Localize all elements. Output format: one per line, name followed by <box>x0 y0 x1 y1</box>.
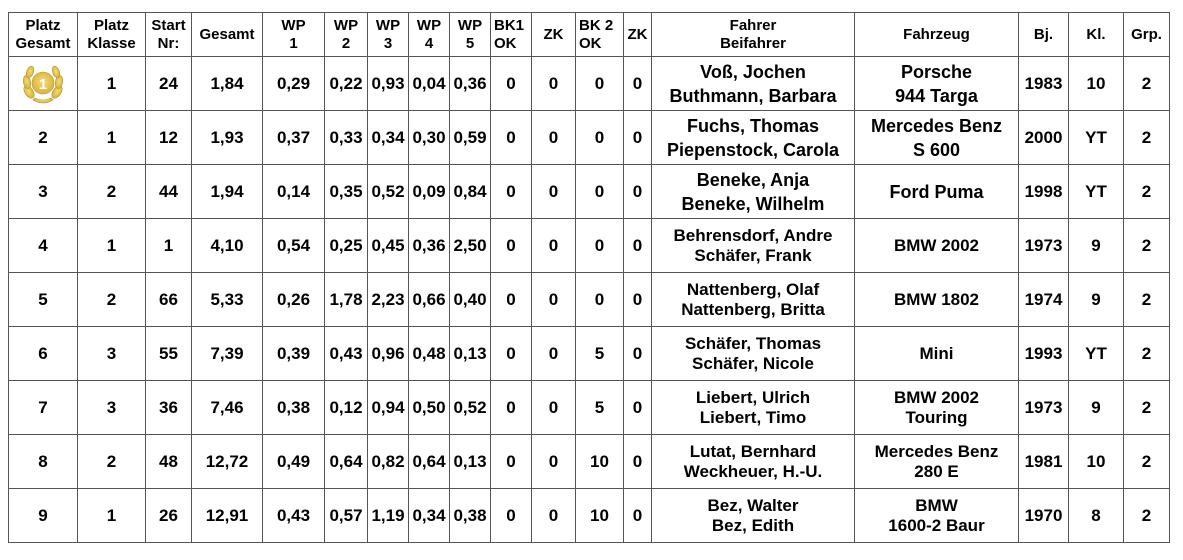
gesamt-cell: 4,10 <box>192 219 263 273</box>
platz-klasse-cell: 1 <box>78 219 146 273</box>
beifahrer-name: Nattenberg, Britta <box>681 299 825 319</box>
bj-cell: 1983 <box>1019 57 1069 111</box>
start-nr-cell: 12 <box>146 111 192 165</box>
fahrzeug-line-2: 944 Targa <box>895 85 978 106</box>
zk1-cell: 0 <box>532 111 576 165</box>
beifahrer-name: Liebert, Timo <box>699 407 807 427</box>
fahrzeug-line-2: Touring <box>905 407 968 427</box>
grp-cell: 2 <box>1124 327 1170 381</box>
zk2-cell: 0 <box>624 57 652 111</box>
table-row <box>9 435 1170 489</box>
bj-cell: 1973 <box>1019 219 1069 273</box>
fahrzeug-cell <box>855 489 1019 543</box>
start-nr-cell: 26 <box>146 489 192 543</box>
platz-klasse-cell: 1 <box>78 489 146 543</box>
fahrzeug-line-1: Mercedes Benz <box>870 115 1003 136</box>
wp2-cell: 0,22 <box>325 57 368 111</box>
fahrer-name: Beneke, Anja <box>696 169 810 190</box>
fahrzeug-cell <box>855 273 1019 327</box>
platz-gesamt-cell <box>9 57 78 111</box>
wp4-cell: 0,04 <box>409 57 450 111</box>
header-row <box>9 13 1170 57</box>
fahrer-cell <box>652 327 855 381</box>
table-row <box>9 273 1170 327</box>
zk1-cell: 0 <box>532 165 576 219</box>
table-row <box>9 327 1170 381</box>
beifahrer-name: Schäfer, Nicole <box>692 353 814 373</box>
platz-klasse-cell: 1 <box>78 111 146 165</box>
wp3-cell: 2,23 <box>368 273 409 327</box>
svg-text:1: 1 <box>38 75 48 93</box>
wp5-cell: 0,40 <box>450 273 491 327</box>
platz-gesamt-cell: 6 <box>9 327 78 381</box>
beifahrer-name: Bez, Edith <box>711 515 795 535</box>
wp2-cell: 0,57 <box>325 489 368 543</box>
bk1-cell: 0 <box>491 273 532 327</box>
fahrer-name: Schäfer, Thomas <box>684 333 822 353</box>
platz-klasse-cell: 1 <box>78 57 146 111</box>
gesamt-cell: 5,33 <box>192 273 263 327</box>
beifahrer-name: Weckheuer, H.-U. <box>683 461 823 481</box>
bk2-cell: 10 <box>576 435 624 489</box>
kl-cell: 10 <box>1069 435 1124 489</box>
zk1-cell: 0 <box>532 489 576 543</box>
wp2-cell: 1,78 <box>325 273 368 327</box>
start-nr-cell: 48 <box>146 435 192 489</box>
col-zk1: ZK <box>532 13 576 57</box>
wp3-cell: 0,45 <box>368 219 409 273</box>
bk2-cell: 0 <box>576 111 624 165</box>
fahrzeug-line-1: Ford Puma <box>889 181 984 202</box>
bj-cell: 1973 <box>1019 381 1069 435</box>
beifahrer-name: Schäfer, Frank <box>694 245 812 265</box>
wp1-cell: 0,49 <box>263 435 325 489</box>
fahrer-name: Liebert, Ulrich <box>695 387 811 407</box>
grp-cell: 2 <box>1124 381 1170 435</box>
zk1-cell: 0 <box>532 327 576 381</box>
start-nr-cell: 24 <box>146 57 192 111</box>
fahrzeug-line-1: BMW <box>915 495 958 515</box>
wp3-cell: 0,82 <box>368 435 409 489</box>
col-platz-gesamt: Platz Gesamt <box>9 13 78 57</box>
kl-cell: YT <box>1069 165 1124 219</box>
wp5-cell: 0,13 <box>450 327 491 381</box>
platz-gesamt-cell: 3 <box>9 165 78 219</box>
wp1-cell: 0,43 <box>263 489 325 543</box>
wp2-cell: 0,43 <box>325 327 368 381</box>
bk1-cell: 0 <box>491 435 532 489</box>
zk2-cell: 0 <box>624 111 652 165</box>
bk2-cell: 10 <box>576 489 624 543</box>
beifahrer-name: Piepenstock, Carola <box>666 139 840 160</box>
fahrzeug-cell <box>855 111 1019 165</box>
wp5-cell: 0,13 <box>450 435 491 489</box>
table-row <box>9 111 1170 165</box>
wp5-cell: 0,52 <box>450 381 491 435</box>
beifahrer-name: Beneke, Wilhelm <box>681 193 825 214</box>
fahrer-name: Lutat, Bernhard <box>689 441 817 461</box>
kl-cell: 9 <box>1069 219 1124 273</box>
zk2-cell: 0 <box>624 219 652 273</box>
bj-cell: 1998 <box>1019 165 1069 219</box>
gesamt-cell: 12,72 <box>192 435 263 489</box>
col-bk2: BK 2 OK <box>576 13 624 57</box>
fahrer-cell <box>652 273 855 327</box>
grp-cell: 2 <box>1124 489 1170 543</box>
bj-cell: 1993 <box>1019 327 1069 381</box>
fahrer-cell <box>652 489 855 543</box>
bk1-cell: 0 <box>491 381 532 435</box>
fahrzeug-line-2: S 600 <box>912 139 961 160</box>
start-nr-cell: 36 <box>146 381 192 435</box>
zk1-cell: 0 <box>532 381 576 435</box>
wp4-cell: 0,36 <box>409 219 450 273</box>
wp1-cell: 0,29 <box>263 57 325 111</box>
gesamt-cell: 1,93 <box>192 111 263 165</box>
fahrzeug-line-1: Mini <box>919 343 954 363</box>
fahrzeug-line-1: BMW 1802 <box>893 289 980 309</box>
wp1-cell: 0,26 <box>263 273 325 327</box>
zk2-cell: 0 <box>624 327 652 381</box>
platz-klasse-cell: 3 <box>78 381 146 435</box>
fahrzeug-cell <box>855 435 1019 489</box>
bk1-cell: 0 <box>491 489 532 543</box>
col-bk1: BK1 OK <box>491 13 532 57</box>
fahrer-cell <box>652 57 855 111</box>
fahrer-name: Nattenberg, Olaf <box>686 279 820 299</box>
fahrzeug-line-2: 280 E <box>914 461 959 481</box>
fahrzeug-cell <box>855 327 1019 381</box>
zk2-cell: 0 <box>624 435 652 489</box>
wp5-cell: 0,59 <box>450 111 491 165</box>
wp5-cell: 0,36 <box>450 57 491 111</box>
grp-cell: 2 <box>1124 111 1170 165</box>
fahrer-cell <box>652 435 855 489</box>
start-nr-cell: 55 <box>146 327 192 381</box>
platz-klasse-cell: 2 <box>78 165 146 219</box>
platz-klasse-cell: 3 <box>78 327 146 381</box>
platz-klasse-cell: 2 <box>78 435 146 489</box>
fahrer-name: Fuchs, Thomas <box>686 115 820 136</box>
wp2-cell: 0,25 <box>325 219 368 273</box>
fahrer-name: Voß, Jochen <box>700 61 806 82</box>
wp4-cell: 0,64 <box>409 435 450 489</box>
grp-cell: 2 <box>1124 57 1170 111</box>
col-kl: Kl. <box>1069 13 1124 57</box>
table-row <box>9 165 1170 219</box>
platz-gesamt-cell: 8 <box>9 435 78 489</box>
wp5-cell: 2,50 <box>450 219 491 273</box>
col-fahrzeug: Fahrzeug <box>855 13 1019 57</box>
bj-cell: 1974 <box>1019 273 1069 327</box>
wp1-cell: 0,39 <box>263 327 325 381</box>
col-wp3: WP 3 <box>368 13 409 57</box>
fahrzeug-cell <box>855 219 1019 273</box>
fahrzeug-line-1: BMW 2002 <box>893 235 980 255</box>
wp3-cell: 0,34 <box>368 111 409 165</box>
col-platz-klasse: Platz Klasse <box>78 13 146 57</box>
gesamt-cell: 7,46 <box>192 381 263 435</box>
grp-cell: 2 <box>1124 165 1170 219</box>
beifahrer-name: Buthmann, Barbara <box>669 85 837 106</box>
gesamt-cell: 7,39 <box>192 327 263 381</box>
fahrzeug-cell <box>855 165 1019 219</box>
col-wp2: WP 2 <box>325 13 368 57</box>
gesamt-cell: 12,91 <box>192 489 263 543</box>
wp2-cell: 0,33 <box>325 111 368 165</box>
kl-cell: 9 <box>1069 273 1124 327</box>
platz-gesamt-cell: 2 <box>9 111 78 165</box>
platz-gesamt-cell: 9 <box>9 489 78 543</box>
start-nr-cell: 1 <box>146 219 192 273</box>
fahrer-name: Behrensdorf, Andre <box>673 225 833 245</box>
table-row <box>9 489 1170 543</box>
wp4-cell: 0,34 <box>409 489 450 543</box>
zk1-cell: 0 <box>532 219 576 273</box>
wp3-cell: 0,93 <box>368 57 409 111</box>
fahrer-cell <box>652 219 855 273</box>
wp5-cell: 0,84 <box>450 165 491 219</box>
wp4-cell: 0,09 <box>409 165 450 219</box>
wp4-cell: 0,50 <box>409 381 450 435</box>
col-gesamt: Gesamt <box>192 13 263 57</box>
fahrer-cell <box>652 165 855 219</box>
results-table <box>8 12 1170 543</box>
bk1-cell: 0 <box>491 165 532 219</box>
wp2-cell: 0,64 <box>325 435 368 489</box>
zk1-cell: 0 <box>532 57 576 111</box>
wp3-cell: 0,52 <box>368 165 409 219</box>
start-nr-cell: 44 <box>146 165 192 219</box>
wp1-cell: 0,37 <box>263 111 325 165</box>
wp1-cell: 0,14 <box>263 165 325 219</box>
wp5-cell: 0,38 <box>450 489 491 543</box>
wp4-cell: 0,66 <box>409 273 450 327</box>
gesamt-cell: 1,84 <box>192 57 263 111</box>
wp2-cell: 0,12 <box>325 381 368 435</box>
zk2-cell: 0 <box>624 273 652 327</box>
kl-cell: 8 <box>1069 489 1124 543</box>
gesamt-cell: 1,94 <box>192 165 263 219</box>
bk2-cell: 5 <box>576 381 624 435</box>
fahrer-name: Bez, Walter <box>707 495 799 515</box>
kl-cell: 10 <box>1069 57 1124 111</box>
wp3-cell: 0,96 <box>368 327 409 381</box>
bj-cell: 1981 <box>1019 435 1069 489</box>
zk2-cell: 0 <box>624 165 652 219</box>
bk2-cell: 0 <box>576 219 624 273</box>
col-start-nr: Start Nr: <box>146 13 192 57</box>
wp4-cell: 0,48 <box>409 327 450 381</box>
zk2-cell: 0 <box>624 381 652 435</box>
wp2-cell: 0,35 <box>325 165 368 219</box>
start-nr-cell: 66 <box>146 273 192 327</box>
fahrzeug-line-2: 1600-2 Baur <box>888 515 985 535</box>
col-wp5: WP 5 <box>450 13 491 57</box>
wp1-cell: 0,54 <box>263 219 325 273</box>
zk2-cell: 0 <box>624 489 652 543</box>
col-wp4: WP 4 <box>409 13 450 57</box>
kl-cell: 9 <box>1069 381 1124 435</box>
table-row <box>9 381 1170 435</box>
fahrzeug-cell <box>855 57 1019 111</box>
bj-cell: 1970 <box>1019 489 1069 543</box>
bk2-cell: 0 <box>576 57 624 111</box>
platz-gesamt-cell: 5 <box>9 273 78 327</box>
grp-cell: 2 <box>1124 435 1170 489</box>
bk1-cell: 0 <box>491 327 532 381</box>
bk1-cell: 0 <box>491 57 532 111</box>
bk2-cell: 5 <box>576 327 624 381</box>
table-row <box>9 219 1170 273</box>
wp1-cell: 0,38 <box>263 381 325 435</box>
fahrzeug-line-1: BMW 2002 <box>893 387 980 407</box>
wp3-cell: 0,94 <box>368 381 409 435</box>
zk1-cell: 0 <box>532 435 576 489</box>
bk2-cell: 0 <box>576 273 624 327</box>
kl-cell: YT <box>1069 327 1124 381</box>
kl-cell: YT <box>1069 111 1124 165</box>
grp-cell: 2 <box>1124 219 1170 273</box>
gold-laurel-icon <box>21 62 65 106</box>
table-row <box>9 57 1170 111</box>
col-grp: Grp. <box>1124 13 1170 57</box>
col-zk2: ZK <box>624 13 652 57</box>
platz-gesamt-cell: 4 <box>9 219 78 273</box>
fahrer-cell <box>652 111 855 165</box>
fahrzeug-line-1: Porsche <box>900 61 973 82</box>
wp4-cell: 0,30 <box>409 111 450 165</box>
wp3-cell: 1,19 <box>368 489 409 543</box>
col-bj: Bj. <box>1019 13 1069 57</box>
bk1-cell: 0 <box>491 111 532 165</box>
fahrer-cell <box>652 381 855 435</box>
bj-cell: 2000 <box>1019 111 1069 165</box>
bk1-cell: 0 <box>491 219 532 273</box>
bk2-cell: 0 <box>576 165 624 219</box>
platz-gesamt-cell: 7 <box>9 381 78 435</box>
col-fahrer: Fahrer Beifahrer <box>652 13 855 57</box>
fahrzeug-cell <box>855 381 1019 435</box>
fahrzeug-line-1: Mercedes Benz <box>874 441 999 461</box>
col-wp1: WP 1 <box>263 13 325 57</box>
grp-cell: 2 <box>1124 273 1170 327</box>
platz-klasse-cell: 2 <box>78 273 146 327</box>
zk1-cell: 0 <box>532 273 576 327</box>
